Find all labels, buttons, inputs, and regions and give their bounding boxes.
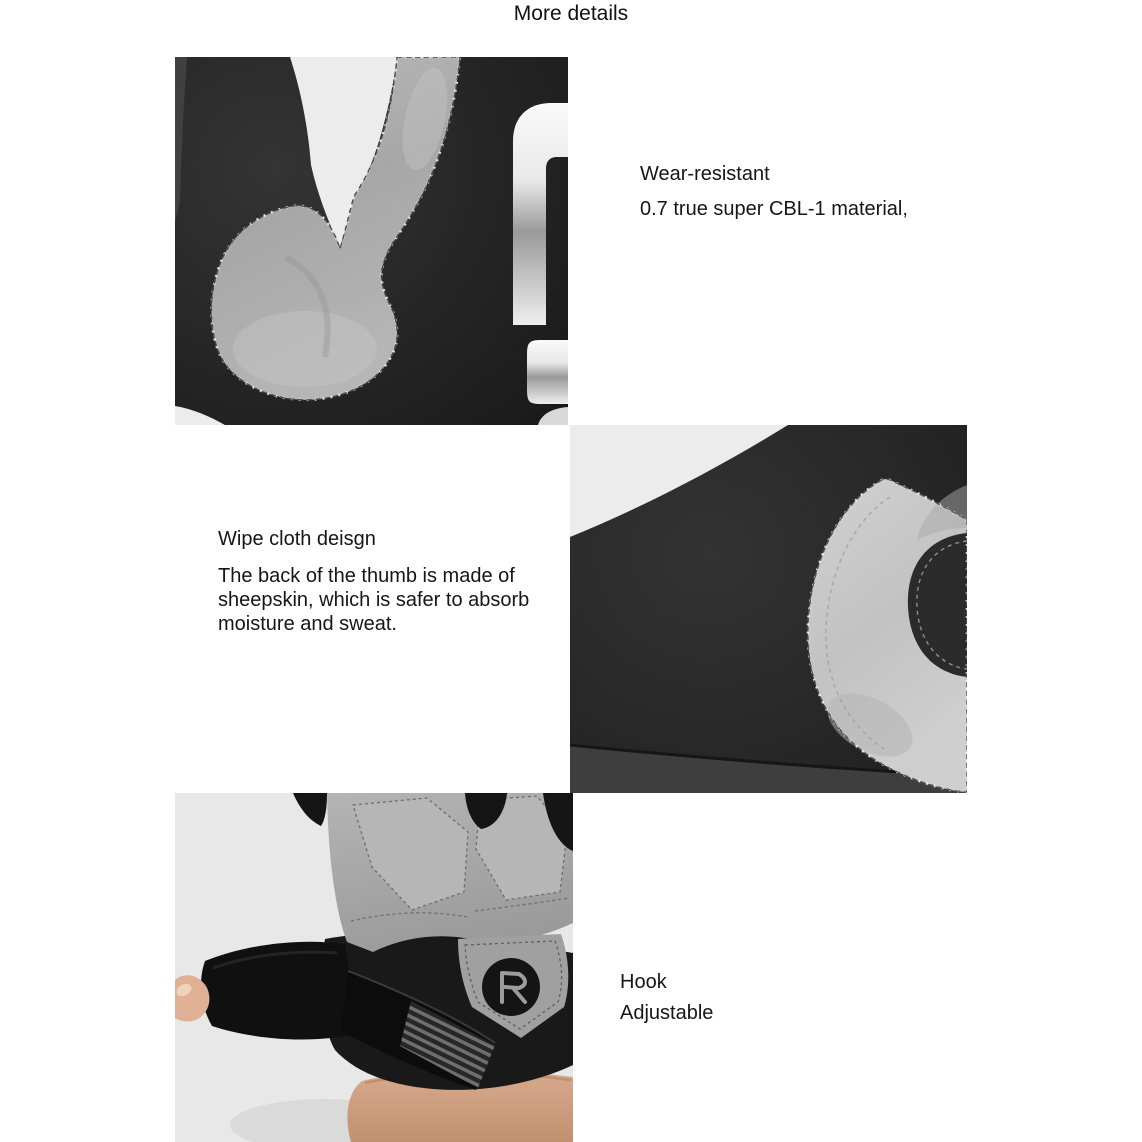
palm-padding: [327, 793, 573, 952]
caption-heading: Wear-resistant: [640, 163, 770, 185]
caption-body: 0.7 true super CBL-1 material,: [640, 198, 908, 220]
hook-strap-illustration: [175, 793, 573, 1142]
product-photo-hook: [175, 793, 573, 1142]
product-photo-wipe-cloth: [570, 425, 967, 793]
caption-body-line: The back of the thumb is made of: [218, 565, 515, 587]
caption-wear-resistant: [640, 164, 1060, 221]
caption-body-line: sheepskin, which is safer to absorb: [218, 589, 530, 611]
thumb-velcro-stub: [201, 942, 359, 1040]
page-title: More details: [513, 2, 629, 25]
caption-heading: Wipe cloth deisgn: [218, 528, 376, 550]
caption-body-line: moisture and sweat.: [218, 613, 397, 635]
caption-body: Adjustable: [620, 1002, 714, 1024]
thumb-sheepskin-illustration: [570, 425, 967, 793]
caption-heading: Hook: [620, 971, 667, 993]
product-photo-wear-resistant: [175, 57, 568, 425]
caption-hook: [620, 972, 920, 1025]
brand-logo: [482, 958, 540, 1016]
caption-wipe-cloth: [218, 529, 558, 636]
glove-back-illustration: [175, 57, 568, 425]
caption-body: [218, 564, 558, 636]
